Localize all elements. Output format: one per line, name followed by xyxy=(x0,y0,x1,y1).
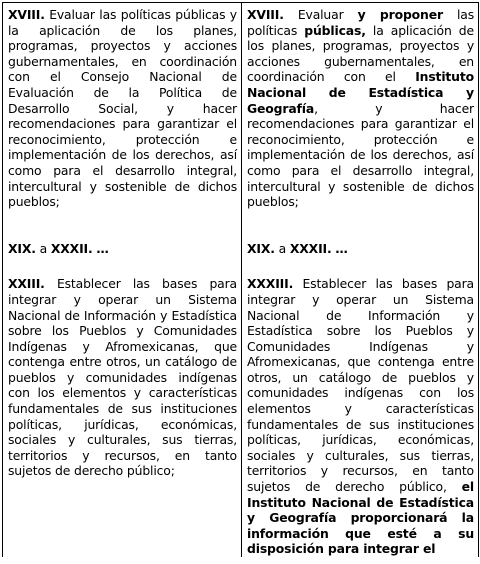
left-fraction-text: Establecer las bases para integrar y operar un Sistema Nacional de Información y Estadística sobre los Pueblos y Comunidades Indígenas y Afromexicanas, que contenga entre otros, un catálogo de pueblos y comunidades indígenas con los elementos y características fundamentales de sus instituciones políticas, jurídicas, económicas, sociales y culturales, sus tierras, territorios y recursos, en tanto sujetos de derecho público; xyxy=(8,276,237,479)
left-range-start: XIX. xyxy=(8,240,36,256)
right-range-start: XIX. xyxy=(247,240,275,256)
right-text: Establecer las bases para integrar y operar un Sistema Nacional de Información y Estadística sobre los Pueblos y Comunidades Indígenas y Afromexicanas, que contenga entre otros, un catálogo de pueblos y comunidades indígenas con los elementos y características fundamentales de sus instituciones políticas, jurídicas, económicas, sociales y culturales, sus tierras, territorios y recursos, en tanto sujetos de derecho público, xyxy=(247,276,474,495)
right-column xyxy=(242,3,479,558)
left-fraction-xxiii xyxy=(8,276,237,479)
right-range-connector: a xyxy=(278,240,287,256)
right-text: la aplicación de los planes, programas, proyectos y acciones gubernamentales, en coordinación con el xyxy=(247,22,474,85)
right-added-text: Instituto Nacional de Estadística y Geografía xyxy=(247,69,474,116)
right-text: las políticas xyxy=(247,7,475,38)
right-text: Evaluar xyxy=(297,7,344,22)
right-added-text: públicas, xyxy=(304,22,366,38)
table-row xyxy=(3,3,479,558)
right-fraction-xviii xyxy=(247,7,474,210)
right-fraction-number: XXXIII. xyxy=(247,276,294,292)
right-added-text: y proponer xyxy=(357,7,443,22)
left-fraction-number: XVIII. xyxy=(8,7,45,22)
comparison-table xyxy=(2,2,479,557)
left-range-end: XXXII. xyxy=(50,240,93,256)
right-text: , y hacer recomendaciones para garantizar el reconocimiento, protección e implementación de los derechos, así como para el desarrollo integral, intercultural y sostenible de dichos pueblos; xyxy=(247,100,474,210)
left-column xyxy=(3,3,242,558)
right-fraction-xxxiii xyxy=(247,276,474,557)
right-fraction-range xyxy=(247,241,474,257)
right-range-end: XXXII. xyxy=(289,240,332,256)
left-fraction-text: Evaluar las políticas públicas y la aplicación de los planes, programas, proyectos y acciones gubernamentales, en coordinación con el Consejo Nacional de Evaluación de la Política de Desarrollo Social, y hacer recomendaciones para garantizar el reconocimiento, protección e implementación de los derechos, así como para el desarrollo integral, intercultural y sostenible de dichos pueblos; xyxy=(8,7,237,210)
left-fraction-number: XXIII. xyxy=(8,276,45,292)
right-fraction-number: XVIII. xyxy=(247,7,284,22)
right-added-text: el Instituto Nacional de Estadística y Geografía proporcionará la información que esté a su disposición para integrar el xyxy=(247,479,474,557)
right-range-ellipsis: … xyxy=(335,240,348,256)
left-fraction-range xyxy=(8,241,237,257)
left-range-connector: a xyxy=(39,240,48,256)
left-range-ellipsis: … xyxy=(96,240,109,256)
left-fraction-xviii xyxy=(8,7,237,210)
